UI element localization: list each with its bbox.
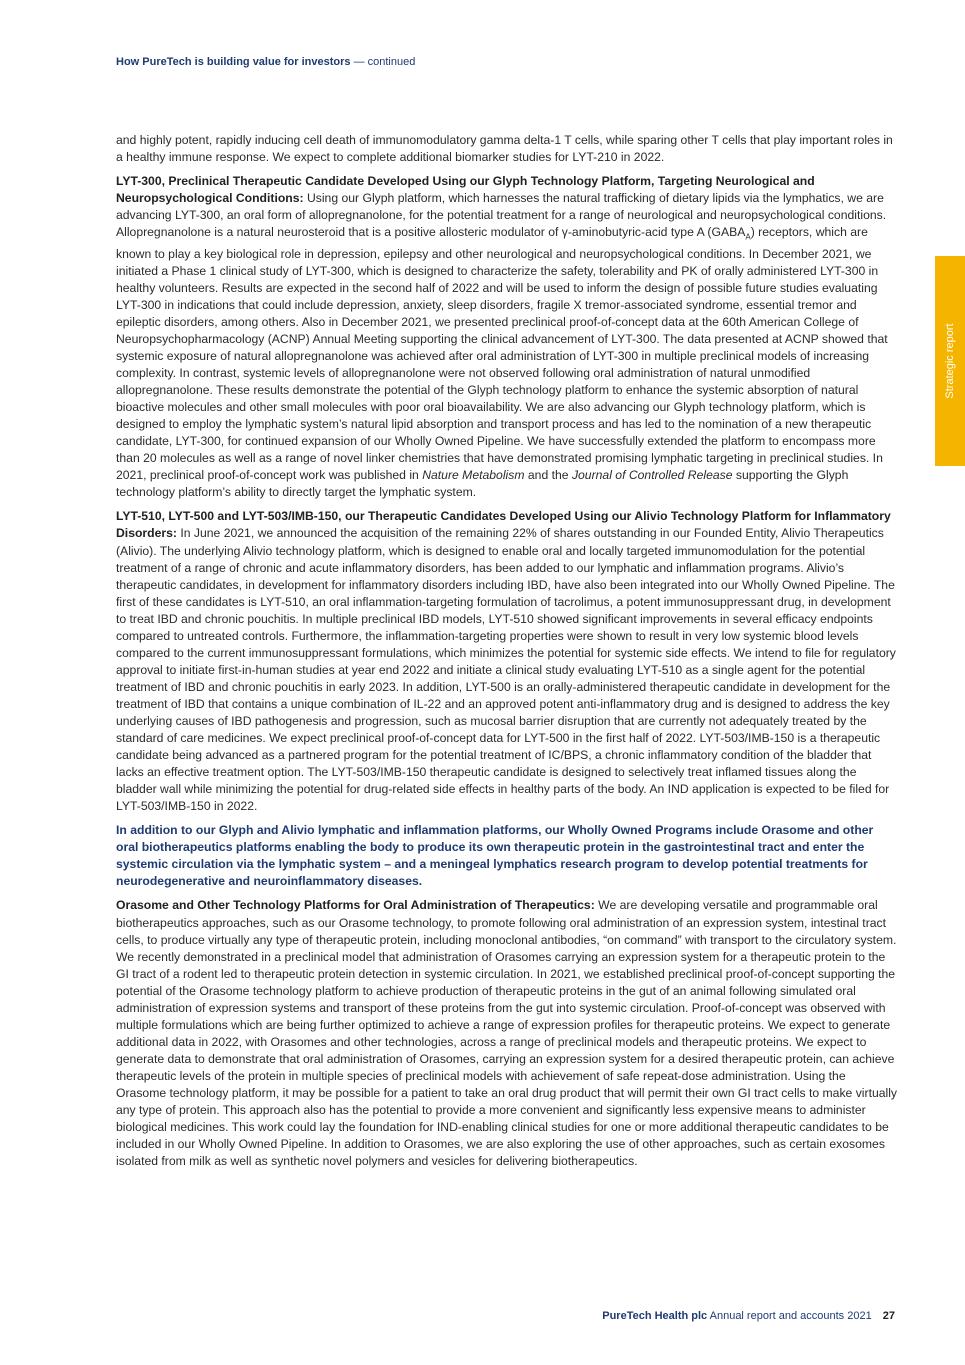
section-tab — [935, 256, 965, 466]
footer-report: Annual report and accounts 2021 — [709, 1310, 872, 1322]
heading-lyt510: LYT-510, LYT-500 and LYT-503/IMB-150, our Therapeutic Candidates Developed Using our Alivio Technology Platform for Inflammatory Disorders: — [116, 509, 891, 541]
running-header — [116, 56, 415, 68]
page-footer — [602, 1310, 895, 1322]
journal-nature-metabolism: Nature Metabolism — [422, 468, 525, 483]
heading-lyt300: LYT-300, Preclinical Therapeutic Candidate Developed Using our Glyph Technology Platform, Targeting Neurological and Neuropsychological Conditions: — [116, 174, 815, 206]
header-section: How PureTech is building value for investors — [116, 56, 351, 68]
footer-company: PureTech Health plc — [602, 1310, 708, 1322]
paragraph-lyt210-continued: and highly potent, rapidly inducing cell death of immunomodulatory gamma delta-1 T cells, while sparing other T cells that play important roles in a healthy immune response. We expect to complete additional biomarker studies for LYT-210 in 2022. — [116, 133, 893, 165]
highlight-paragraph: In addition to our Glyph and Alivio lymphatic and inflammation platforms, our Wholly Owned Programs include Orasome and other oral biotherapeutics platforms enabling the body to produce its own therapeutic protein in the gastrointestinal tract and enter the systemic circulation via the lymphatic system – and a meningeal lymphatics research program to develop potential treatments for neurodegenerative and neuroinflammatory diseases. — [116, 823, 874, 889]
journal-controlled-release: Journal of Controlled Release — [571, 468, 733, 483]
page-number: 27 — [882, 1310, 895, 1322]
heading-orasome: Orasome and Other Technology Platforms for Oral Administration of Therapeutics: — [116, 898, 595, 913]
paragraph-lyt510: LYT-510, LYT-500 and LYT-503/IMB-150, our Therapeutic Candidates Developed Using our Alivio Technology Platform for Inflammatory Disorders: In June 2021, we announced the acquisition of the remaining 22% of shares outstanding in our Founded Entity, Alivio Therapeutics (Alivio). The underlying Alivio technology platform, which is designed to enable oral and locally targeted immunomodulation for the potential treatment of a range of chronic and acute inflammatory disorders, has been added to our lymphatic and inflammation programs. Alivio’s therapeutic candidates, in development for inflammatory disorders including IBD, have also been integrated into our Wholly Owned Pipeline. The first of these candidates is LYT-510, an oral inflammation-targeting formulation of tacrolimus, a potent immunosuppressant drug, in development to treat IBD and chronic pouchitis. In multiple preclinical IBD models, LYT-510 showed significant improvements in several efficacy endpoints compared to untreated controls. Furthermore, the inflammation-targeting properties were shown to result in very low systemic blood levels compared to the current immunosuppressant formulations, which minimizes the potential for systemic side effects. We intend to file for regulatory approval to initiate first-in-human studies at year end 2022 and initiate a clinical study evaluating LYT-510 as a single agent for the potential treatment of IBD and chronic pouchitis in early 2023. In addition, LYT-500 is an orally-administered therapeutic candidate in development for the treatment of IBD that contains a unique combination of IL-22 and an approved potent anti-inflammatory drug and is designed to address the key underlying causes of IBD pathogenesis and progression, such as mucosal barrier disruption that are currently not adequately treated by the standard of care medicines. We expect preclinical proof-of-concept data for LYT-500 in the first half of 2022. LYT-503/IMB-150 is a therapeutic candidate being advanced as a partnered program for the potential treatment of IC/BPS, a chronic inflammatory condition of the bladder that lacks an effective treatment option. The LYT-503/IMB-150 therapeutic candidate is designed to selectively treat inflamed tissues along the bladder wall while minimizing the potential for drug-related side effects in healthy parts of the body. An IND application is expected to be filed for LYT-503/IMB-150 in 2022. — [116, 509, 896, 814]
paragraph-lyt300: LYT-300, Preclinical Therapeutic Candidate Developed Using our Glyph Technology Platform, Targeting Neurological and Neuropsychological Conditions: Using our Glyph platform, which harnesses the natural trafficking of dietary lipids via the lymphatics, we are advancing LYT-300, an oral form of allopregnanolone, for the potential treatment for a range of neurological and neuropsychological conditions. Allopregnanolone is a natural neurosteroid that is a positive allosteric modulator of γ-aminobutyric-acid type A $(GABA_A)$ receptors, which are known to play a key biological role in depression, epilepsy and other neurological and neuropsychological conditions. In December 2021, we initiated a Phase 1 clinical study of LYT-300, which is designed to characterize the safety, tolerability and PK of orally administered LYT-300 in healthy volunteers. Results are expected in the second half of 2022 and will be used to inform the design of possible future studies evaluating LYT-300 in indications that could include depression, anxiety, sleep disorders, fragile X tremor-associated syndrome, essential tremor and epileptic disorders, among others. Also in December 2021, we presented preclinical proof-of-concept data at the 60th American College of Neuropsychopharmacology (ACNP) Annual Meeting supporting the clinical advancement of LYT-300. The data presented at ACNP showed that systemic exposure of natural allopregnanolone was achieved after oral administration of LYT-300 in multiple preclinical models of increasing complexity. In contrast, systemic levels of allopregnanolone were not observed following oral administration of natural unmodified allopregnanolone. These results demonstrate the potential of the Glyph technology platform to enhance the systemic absorption of natural bioactive molecules and other small molecules with poor oral bioavailability. We are also advancing our Glyph technology platform, which is designed to employ the lymphatic system’s natural lipid absorption and transport process and has led to the nomination of a new therapeutic candidate, LYT-300, for continued expansion of our Wholly Owned Pipeline. We have successfully extended the platform to encompass more than 20 molecules as well as a range of novel linker chemistries that have demonstrated promising lymphatic targeting in preclinical studies. In 2021, preclinical proof-of-concept work was published in Nature Metabolism and the Journal of Controlled Release supporting the Glyph technology platform’s ability to directly target the lymphatic system. — [116, 174, 888, 500]
paragraph-orasome: Orasome and Other Technology Platforms for Oral Administration of Therapeutics: We are developing versatile and programmable oral biotherapeutics approaches, such as our Orasome technology, to promote following oral administration of an expression system, intestinal tract cells, to produce virtually any type of therapeutic protein, including monoclonal antibodies, “on command” with transport to the circulatory system. We recently demonstrated in a preclinical model that administration of Orasomes carrying an expression system for a therapeutic protein to the GI tract of a rodent led to therapeutic protein detection in systemic circulation. In 2021, we established preclinical proof-of-concept supporting the potential of the Orasome technology platform to achieve production of therapeutic proteins in the gut of an animal following simulated oral administration of expression systems and transport of these proteins from the gut into systemic circulation. Proof-of-concept was observed with multiple formulations which are being further optimized to achieve a range of expression profiles for therapeutic proteins. We expect to generate additional data in 2022, with Orasomes and other technologies, across a range of preclinical models and therapeutic proteins. We expect to generate data to demonstrate that oral administration of Orasomes, carrying an expression system for a desired therapeutic protein, can achieve therapeutic levels of the protein in multiple species of preclinical models with achievement of safe repeat-dose administration. Using the Orasome technology platform, it may be possible for a patient to take an oral drug product that will permit their own GI tract cells to make virtually any type of protein. This approach also has the potential to provide a more convenient and significantly less expensive means to administer biological medicines. This work could lay the foundation for IND-enabling clinical studies for one or more additional therapeutic candidates to be included in our Wholly Owned Pipeline. In addition to Orasomes, we are also exploring the use of other approaches, such as certain exosomes isolated from milk as well as synthetic novel polymers and vesicles for delivering biotherapeutics. — [116, 898, 898, 1169]
section-tab-label: Strategic report — [944, 323, 956, 399]
header-suffix: — continued — [353, 56, 416, 68]
body-text — [116, 132, 898, 1177]
